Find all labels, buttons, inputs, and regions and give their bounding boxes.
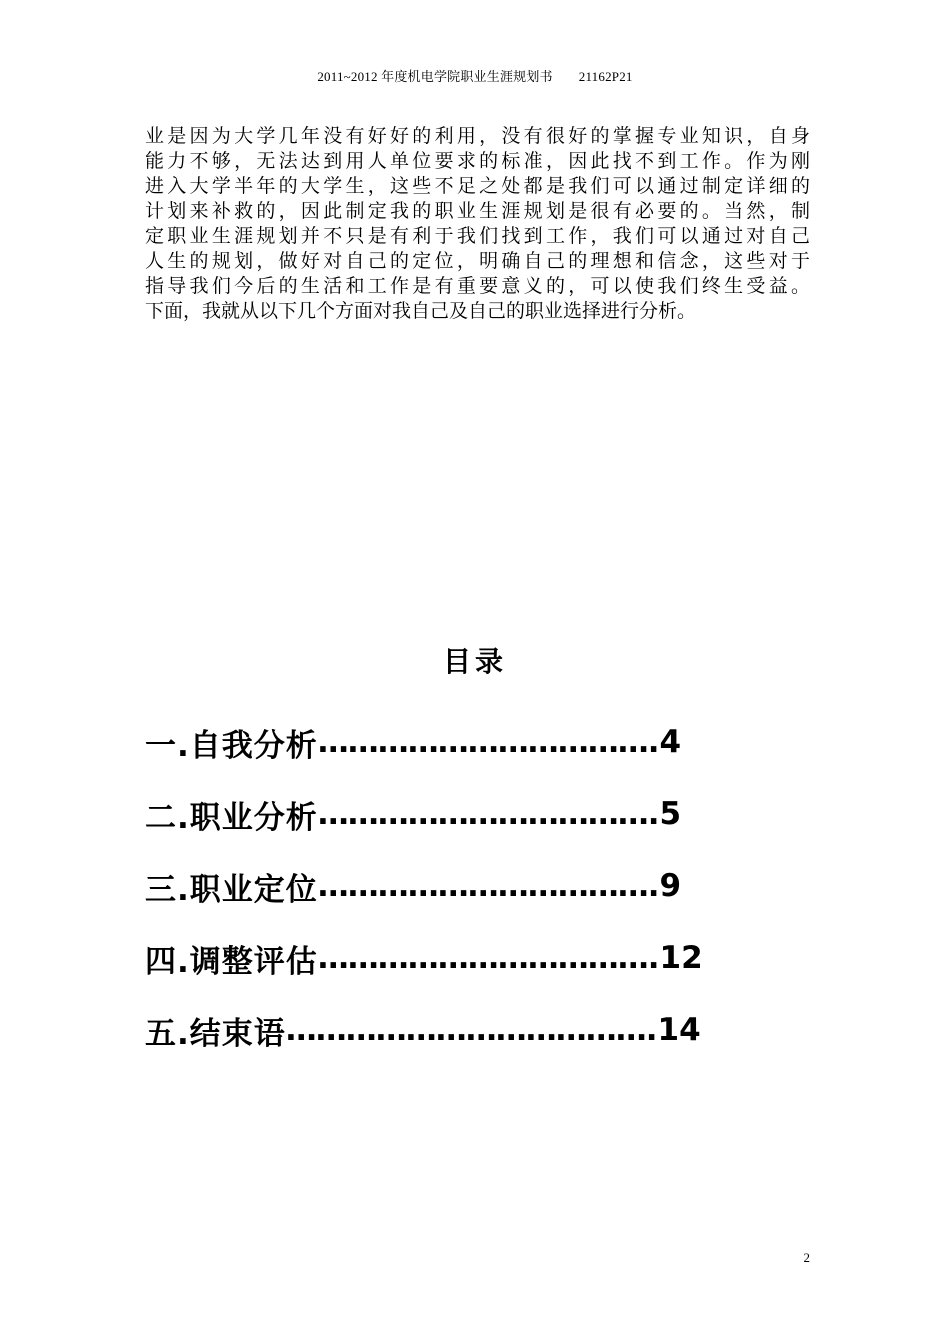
header-title: 2011~2012 年度机电学院职业生涯规划书 bbox=[317, 69, 553, 84]
toc-item-label: 二.职业分析 bbox=[145, 799, 318, 836]
toc-page-number: .9 bbox=[647, 868, 682, 904]
toc-item-label: 四.调整评估 bbox=[145, 943, 318, 980]
toc-item-career-analysis[interactable] bbox=[145, 778, 825, 850]
toc-leader-dots: …………………………… bbox=[317, 724, 648, 760]
body-line: 人生的规划，做好对自己的定位，明确自己的理想和信念，这些对于 bbox=[145, 250, 810, 272]
body-line: 定职业生涯规划并不只是有利于我们找到工作，我们可以通过对自己 bbox=[145, 225, 810, 247]
page-number: 2 bbox=[803, 1250, 810, 1265]
toc-leader-dots: …………………………… bbox=[317, 796, 648, 832]
body-line: 指导我们今后的生活和工作是有重要意义的，可以使我们终生受益。 bbox=[145, 275, 810, 297]
toc-title: 目录 bbox=[442, 645, 507, 678]
body-line: 进入大学半年的大学生，这些不足之处都是我们可以通过制定详细的 bbox=[145, 175, 810, 197]
body-line: 计划来补救的，因此制定我的职业生涯规划是很有必要的。当然，制 bbox=[145, 200, 810, 222]
body-line: 能力不够，无法达到用人单位要求的标准，因此找不到工作。作为刚 bbox=[145, 150, 810, 172]
toc-item-self-analysis[interactable] bbox=[145, 706, 825, 778]
toc-page-number: .5 bbox=[647, 796, 682, 832]
toc-item-label: 五.结束语 bbox=[145, 1015, 286, 1052]
toc-item-label: 一.自我分析 bbox=[145, 727, 318, 764]
toc-leader-dots: …………………………… bbox=[317, 868, 648, 904]
page-header bbox=[0, 66, 950, 85]
toc-page-number: .12 bbox=[647, 940, 703, 976]
toc-page-number: .4 bbox=[647, 724, 682, 760]
body-line: 下面，我就从以下几个方面对我自己及自己的职业选择进行分析。 bbox=[145, 300, 697, 322]
toc-item-adjustment-evaluation[interactable] bbox=[145, 922, 825, 994]
toc-leader-dots: ……………………………… bbox=[285, 1012, 646, 1048]
toc-item-label: 三.职业定位 bbox=[145, 871, 318, 908]
toc-leader-dots: …………………………… bbox=[317, 940, 648, 976]
body-paragraph bbox=[145, 124, 810, 324]
toc-item-conclusion[interactable] bbox=[145, 994, 825, 1066]
body-line: 业是因为大学几年没有好好的利用，没有很好的掌握专业知识，自身 bbox=[145, 125, 810, 147]
header-code: 21162P21 bbox=[578, 69, 633, 84]
toc-page-number: .14 bbox=[645, 1012, 701, 1048]
table-of-contents bbox=[145, 706, 825, 1066]
toc-item-career-positioning[interactable] bbox=[145, 850, 825, 922]
